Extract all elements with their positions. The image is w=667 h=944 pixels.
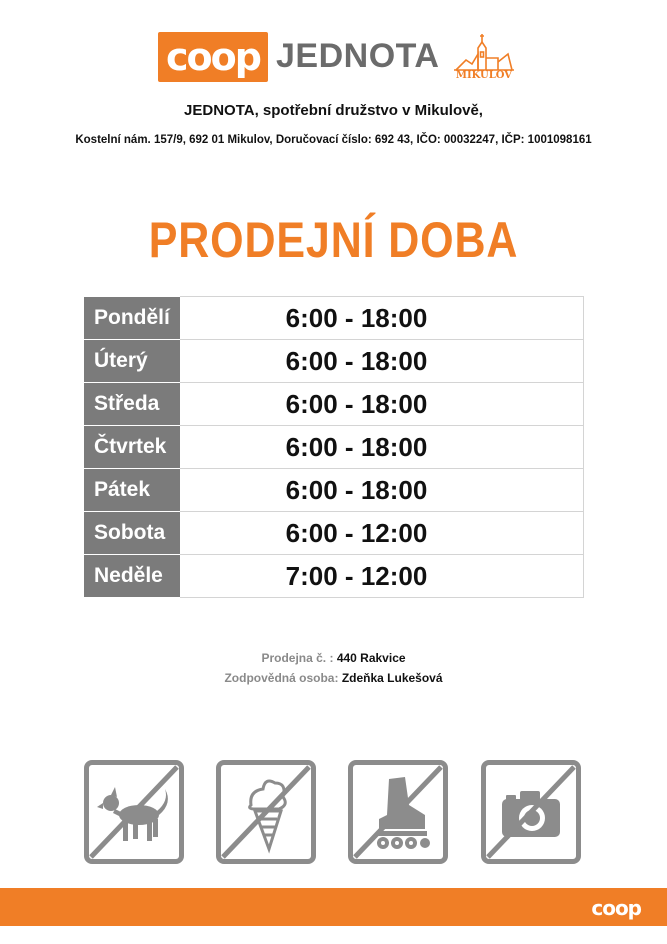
table-row [84, 297, 584, 340]
no-ice-cream-sign [216, 760, 316, 864]
day-label: Neděle [84, 555, 180, 598]
hours-value: 6:00 - 18:00 [180, 383, 584, 426]
day-label: Čtvrtek [84, 426, 180, 469]
store-number-value: 440 Rakvice [336, 651, 406, 665]
no-dogs-sign [84, 760, 184, 864]
organization-address: Kostelní nám. 157/9, 692 01 Mikulov, Doručovací číslo: 692 43, IČO: 00032247, IČP: 1001098161 [75, 134, 592, 146]
table-row [84, 340, 584, 383]
table-row [84, 469, 584, 512]
day-label: Úterý [84, 340, 180, 383]
hours-value: 7:00 - 12:00 [180, 555, 584, 598]
table-row [84, 512, 584, 555]
hours-value: 6:00 - 18:00 [180, 469, 584, 512]
hours-value: 6:00 - 18:00 [180, 340, 584, 383]
header [0, 30, 667, 90]
store-info [0, 648, 667, 688]
day-label: Pondělí [84, 297, 180, 340]
responsible-person-line [0, 668, 667, 688]
day-label: Pátek [84, 469, 180, 512]
organization-name: JEDNOTA, spotřební družstvo v Mikulově, [184, 102, 483, 119]
hours-value: 6:00 - 18:00 [180, 297, 584, 340]
hours-value: 6:00 - 18:00 [180, 426, 584, 469]
table-row [84, 383, 584, 426]
no-ice-cream-icon [221, 765, 311, 859]
no-rollerblades-icon [353, 765, 443, 859]
page-title: PRODEJNÍ DOBA [148, 212, 519, 268]
brand-name: JEDNOTA [276, 37, 440, 75]
no-rollerblades-sign [348, 760, 448, 864]
no-dogs-icon [89, 765, 179, 859]
store-number-line [0, 648, 667, 668]
opening-hours-table [84, 296, 584, 598]
footer-coop-logo: coop [591, 896, 641, 920]
coop-logo [158, 32, 268, 82]
table-row [84, 555, 584, 598]
coop-logo-text: coop [166, 35, 260, 79]
prohibition-signs [0, 760, 667, 866]
footer-bar [0, 888, 667, 926]
day-label: Sobota [84, 512, 180, 555]
hours-value: 6:00 - 12:00 [180, 512, 584, 555]
table-row [84, 426, 584, 469]
day-label: Středa [84, 383, 180, 426]
responsible-person-value: Zdeňka Lukešová [341, 671, 443, 685]
responsible-person-label: Zodpovědná osoba: [224, 671, 339, 685]
store-number-label: Prodejna č. : [261, 651, 334, 665]
town-logo-label: MIKULOV [455, 70, 513, 81]
no-photography-icon [486, 765, 576, 859]
no-photography-sign [481, 760, 581, 864]
